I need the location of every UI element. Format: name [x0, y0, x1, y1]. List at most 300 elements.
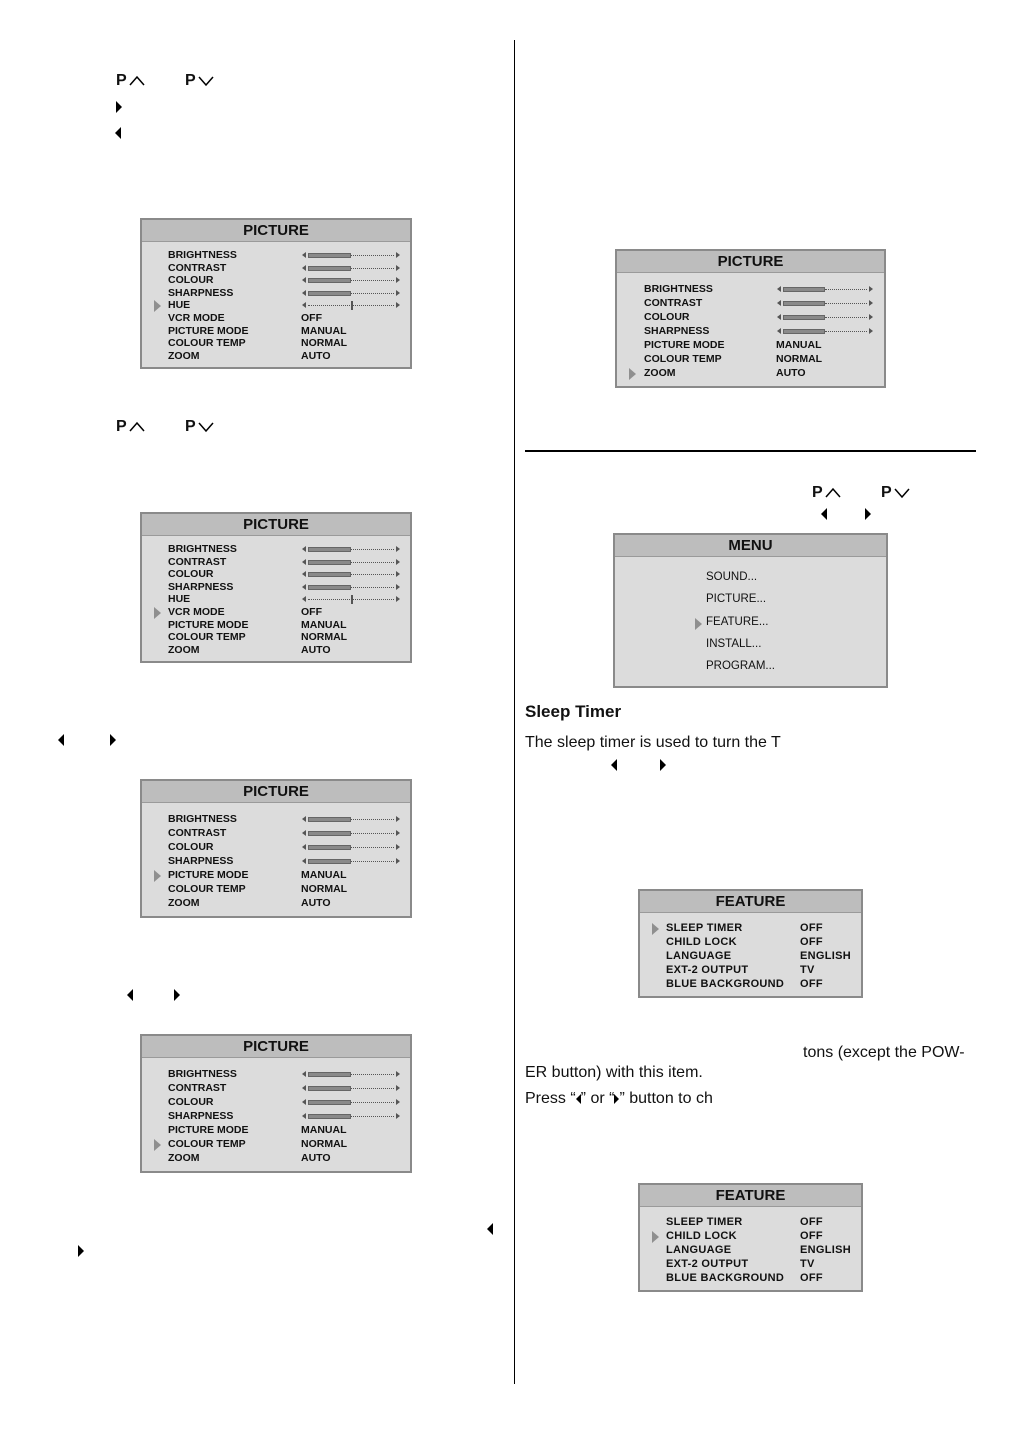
sleep-timer-text: The sleep timer is used to turn the T [525, 734, 781, 751]
slider-track [351, 833, 394, 834]
picture-menu-label: SHARPNESS [168, 1110, 234, 1122]
feature-menu-row [640, 922, 861, 936]
feature-menu-row [640, 936, 861, 950]
slider-track [351, 587, 394, 588]
level-slider [302, 289, 400, 298]
slider-right-arrow-icon [396, 571, 400, 577]
slider-right-arrow-icon [396, 559, 400, 565]
picture-menu-row [142, 869, 410, 882]
picture-menu-picture-mode [140, 779, 412, 918]
chevron-up-icon [129, 421, 145, 433]
slider-track [351, 549, 394, 550]
feature-menu-value: OFF [800, 978, 823, 990]
slider-left-arrow-icon [302, 816, 306, 822]
selection-pointer-icon [154, 1139, 161, 1151]
feature-menu-value: OFF [800, 1216, 823, 1228]
slider-track [351, 268, 394, 269]
level-slider [302, 264, 400, 273]
slider-track [351, 1116, 394, 1117]
picture-menu-row [142, 1152, 410, 1165]
slider-fill [308, 817, 351, 822]
picture-menu-value: OFF [301, 312, 322, 324]
child-lock-text-1: tons (except the POW- [803, 1044, 965, 1061]
feature-menu-label: BLUE BACKGROUND [666, 978, 785, 990]
slider-right-arrow-icon [396, 830, 400, 836]
slider-fill [783, 315, 825, 320]
right-arrow-icon [660, 759, 666, 771]
slider-left-arrow-icon [777, 328, 781, 334]
left-arrow-icon [115, 127, 121, 139]
feature-menu-row [640, 950, 861, 964]
picture-menu-row [142, 581, 410, 594]
level-slider [302, 301, 400, 310]
feature-menu-row [640, 1230, 861, 1244]
child-lock-text-3 [525, 1090, 713, 1108]
slider-fill [308, 253, 351, 258]
picture-menu-label: PICTURE MODE [168, 1124, 249, 1136]
slider-right-arrow-icon [396, 1071, 400, 1077]
main-menu-item: INSTALL... [706, 637, 762, 650]
right-arrow-icon [78, 1245, 84, 1257]
left-arrow-icon [58, 734, 64, 746]
picture-menu-value: NORMAL [301, 1138, 348, 1150]
level-slider [777, 285, 873, 294]
slider-track [825, 317, 867, 318]
picture-menu-label: ZOOM [644, 367, 676, 379]
slider-right-arrow-icon [869, 314, 873, 320]
slider-fill [308, 1072, 351, 1077]
slider-right-arrow-icon [396, 265, 400, 271]
picture-menu-row [142, 619, 410, 632]
slider-left-arrow-icon [302, 546, 306, 552]
p-down-label: P [185, 418, 196, 435]
picture-menu-label: ZOOM [168, 643, 200, 656]
p-up-key [812, 485, 841, 501]
slider-track [351, 1074, 394, 1075]
feature-menu-label: CHILD LOCK [666, 1230, 737, 1242]
main-menu-item: PICTURE... [706, 593, 767, 606]
slider-right-arrow-icon [396, 584, 400, 590]
slider-right-arrow-icon [396, 1099, 400, 1105]
slider-track [351, 255, 394, 256]
slider-track [351, 861, 394, 862]
picture-menu-label: BRIGHTNESS [168, 543, 237, 555]
slider-track [351, 847, 394, 848]
level-slider [302, 857, 400, 866]
right-arrow-icon [110, 734, 116, 746]
picture-menu-label: PICTURE MODE [644, 339, 725, 351]
feature-menu-label: EXT-2 OUTPUT [666, 1258, 749, 1270]
picture-menu-row [142, 287, 410, 300]
slider-fill [308, 1114, 351, 1119]
picture-menu-label: CONTRAST [168, 261, 227, 274]
picture-menu-label: CONTRAST [168, 827, 227, 839]
slider-left-arrow-icon [302, 559, 306, 565]
slider-left-arrow-icon [302, 302, 306, 308]
slider-left-arrow-icon [302, 290, 306, 296]
slider-fill [308, 831, 351, 836]
slider-left-arrow-icon [302, 252, 306, 258]
p-up-label: P [116, 418, 127, 435]
picture-menu-row [142, 855, 410, 868]
feature-menu-label: BLUE BACKGROUND [666, 1272, 785, 1284]
slider-track [825, 331, 867, 332]
slider-fill [308, 266, 351, 271]
p-up-key [116, 419, 145, 435]
picture-menu-value: OFF [301, 606, 322, 618]
picture-menu-row [142, 644, 410, 657]
button-to-text: ” button to ch [619, 1090, 713, 1107]
level-slider [302, 1070, 400, 1079]
picture-menu-title: PICTURE [142, 514, 410, 536]
p-down-label: P [185, 72, 196, 89]
picture-menu-label: COLOUR [644, 311, 690, 323]
picture-menu-label: SHARPNESS [168, 855, 234, 867]
picture-menu-value: MANUAL [776, 339, 822, 351]
chevron-down-icon [894, 487, 910, 499]
slider-right-arrow-icon [396, 858, 400, 864]
level-slider [302, 815, 400, 824]
slider-track [351, 574, 394, 575]
level-slider [302, 1112, 400, 1121]
picture-menu-label: COLOUR TEMP [168, 631, 246, 644]
picture-menu-row [617, 367, 884, 380]
level-slider [777, 299, 873, 308]
p-up-label: P [116, 72, 127, 89]
slider-left-arrow-icon [302, 830, 306, 836]
slider-track [825, 289, 867, 290]
level-slider [302, 583, 400, 592]
child-lock-text-2: ER button) with this item. [525, 1064, 703, 1081]
picture-menu-value: NORMAL [301, 337, 348, 350]
picture-menu-row [617, 283, 884, 296]
right-arrow-icon [865, 508, 871, 520]
slider-right-arrow-icon [869, 286, 873, 292]
picture-menu-row [142, 1138, 410, 1151]
main-menu-item: SOUND... [706, 571, 758, 583]
slider-right-arrow-icon [396, 302, 400, 308]
picture-menu-label: BRIGHTNESS [168, 1068, 237, 1080]
picture-menu-value: MANUAL [301, 618, 347, 631]
selection-pointer-icon [154, 300, 161, 312]
chevron-down-icon [198, 421, 214, 433]
picture-menu-label: COLOUR [168, 1096, 214, 1108]
left-arrow-icon [487, 1223, 493, 1235]
feature-menu-label: LANGUAGE [666, 950, 732, 962]
slider-left-arrow-icon [302, 571, 306, 577]
slider-left-arrow-icon [302, 1071, 306, 1077]
slider-right-arrow-icon [396, 596, 400, 602]
slider-left-arrow-icon [302, 1113, 306, 1119]
slider-left-arrow-icon [777, 300, 781, 306]
picture-menu-row [617, 339, 884, 352]
level-slider [302, 1084, 400, 1093]
level-slider [302, 276, 400, 285]
picture-menu-row [142, 350, 410, 363]
level-slider [302, 545, 400, 554]
selection-pointer-icon [652, 1231, 659, 1243]
main-menu-title: MENU [615, 535, 886, 557]
picture-menu-value: AUTO [301, 349, 331, 362]
feature-menu-sleep-timer [638, 889, 863, 998]
slider-fill [308, 278, 351, 283]
picture-menu-vcr-mode [140, 512, 412, 663]
picture-menu-hue [140, 218, 412, 369]
slider-left-arrow-icon [302, 596, 306, 602]
slider-track [351, 1088, 394, 1089]
slider-left-arrow-icon [777, 314, 781, 320]
picture-menu-label: CONTRAST [168, 1082, 227, 1094]
level-slider [302, 251, 400, 260]
slider-left-arrow-icon [302, 584, 306, 590]
picture-menu-zoom [615, 249, 886, 388]
picture-menu-label: BRIGHTNESS [644, 283, 713, 295]
feature-menu-row [640, 964, 861, 978]
picture-menu-row [142, 827, 410, 840]
selection-pointer-icon [629, 368, 636, 380]
slider-fill [783, 287, 825, 292]
slider-right-arrow-icon [869, 328, 873, 334]
section-rule [525, 450, 976, 452]
press-text: Press “ [525, 1090, 576, 1107]
slider-track [351, 293, 394, 294]
picture-menu-row [142, 813, 410, 826]
picture-menu-row [142, 543, 410, 556]
level-slider [302, 570, 400, 579]
slider-fill [308, 1100, 351, 1105]
selection-pointer-icon [695, 618, 702, 630]
selection-pointer-icon [154, 607, 161, 619]
picture-menu-label: COLOUR TEMP [168, 1138, 246, 1150]
p-down-key [185, 419, 214, 435]
picture-menu-label: COLOUR [168, 274, 214, 287]
picture-menu-label: COLOUR [168, 568, 214, 581]
slider-fill [308, 547, 351, 552]
slider-fill [308, 572, 351, 577]
slider-fill [783, 301, 825, 306]
slider-left-arrow-icon [302, 844, 306, 850]
feature-menu-value: OFF [800, 1230, 823, 1242]
level-slider [302, 829, 400, 838]
picture-menu-label: HUE [168, 299, 191, 312]
slider-right-arrow-icon [396, 277, 400, 283]
picture-menu-label: ZOOM [168, 897, 200, 909]
slider-knob [351, 595, 353, 604]
picture-menu-row [142, 1110, 410, 1123]
picture-menu-value: MANUAL [301, 869, 347, 881]
picture-menu-label: ZOOM [168, 1152, 200, 1164]
slider-track [351, 562, 394, 563]
slider-right-arrow-icon [396, 546, 400, 552]
feature-menu-label: EXT-2 OUTPUT [666, 964, 749, 976]
or-text: ” or “ [580, 1090, 615, 1107]
column-divider [514, 40, 515, 1384]
picture-menu-row [142, 1124, 410, 1137]
feature-menu-label: SLEEP TIMER [666, 922, 743, 934]
slider-fill [308, 859, 351, 864]
level-slider [777, 327, 873, 336]
slider-right-arrow-icon [869, 300, 873, 306]
picture-menu-colour-temp [140, 1034, 412, 1173]
picture-menu-row [142, 841, 410, 854]
feature-menu-value: ENGLISH [800, 950, 851, 962]
level-slider [302, 595, 400, 604]
feature-menu-child-lock [638, 1183, 863, 1292]
p-up-key [116, 73, 145, 89]
picture-menu-label: COLOUR [168, 841, 214, 853]
slider-left-arrow-icon [302, 265, 306, 271]
feature-menu-value: ENGLISH [800, 1244, 851, 1256]
picture-menu-label: COLOUR TEMP [168, 337, 246, 350]
feature-menu-label: LANGUAGE [666, 1244, 732, 1256]
picture-menu-label: SHARPNESS [168, 286, 234, 299]
picture-menu-row [142, 1068, 410, 1081]
picture-menu-row [617, 297, 884, 310]
picture-menu-label: BRIGHTNESS [168, 249, 237, 261]
slider-left-arrow-icon [777, 286, 781, 292]
chevron-up-icon [825, 487, 841, 499]
chevron-down-icon [198, 75, 214, 87]
picture-menu-row [142, 897, 410, 910]
right-arrow-icon [174, 989, 180, 1001]
slider-left-arrow-icon [302, 277, 306, 283]
main-menu-item: FEATURE... [706, 615, 769, 628]
picture-menu-row [142, 606, 410, 619]
picture-menu-title: PICTURE [142, 1036, 410, 1058]
slider-left-arrow-icon [302, 858, 306, 864]
feature-menu-row [640, 1272, 861, 1286]
picture-menu-row [142, 568, 410, 581]
picture-menu-row [142, 1096, 410, 1109]
slider-right-arrow-icon [396, 290, 400, 296]
picture-menu-row [142, 262, 410, 275]
main-menu-item: PROGRAM... [706, 660, 776, 673]
main-menu [613, 533, 888, 688]
picture-menu-row [142, 631, 410, 644]
picture-menu-value: AUTO [776, 367, 806, 379]
level-slider [777, 313, 873, 322]
feature-menu-value: TV [800, 1258, 815, 1270]
slider-fill [308, 291, 351, 296]
picture-menu-value: AUTO [301, 643, 331, 656]
slider-knob [351, 301, 353, 310]
picture-menu-label: ZOOM [168, 349, 200, 362]
p-down-label: P [881, 484, 892, 501]
feature-menu-value: OFF [800, 936, 823, 948]
picture-menu-label: HUE [168, 593, 191, 606]
feature-menu-row [640, 1258, 861, 1272]
slider-track [351, 819, 394, 820]
picture-menu-row [142, 274, 410, 287]
p-down-key [881, 485, 910, 501]
feature-menu-value: TV [800, 964, 815, 976]
picture-menu-label: PICTURE MODE [168, 869, 249, 881]
picture-menu-value: NORMAL [301, 883, 348, 895]
level-slider [302, 843, 400, 852]
picture-menu-label: COLOUR TEMP [168, 883, 246, 895]
picture-menu-row [142, 249, 410, 262]
picture-menu-label: SHARPNESS [644, 325, 710, 337]
left-arrow-icon [127, 989, 133, 1001]
picture-menu-value: NORMAL [301, 631, 348, 644]
slider-right-arrow-icon [396, 844, 400, 850]
slider-fill [308, 1086, 351, 1091]
sleep-timer-heading: Sleep Timer [525, 702, 622, 721]
slider-right-arrow-icon [396, 1085, 400, 1091]
picture-menu-row [142, 1082, 410, 1095]
picture-menu-row [142, 556, 410, 569]
picture-menu-label: PICTURE MODE [168, 324, 249, 337]
feature-menu-title: FEATURE [640, 1185, 861, 1207]
slider-left-arrow-icon [302, 1085, 306, 1091]
selection-pointer-icon [652, 923, 659, 935]
selection-pointer-icon [154, 870, 161, 882]
slider-track [825, 303, 867, 304]
slider-fill [308, 585, 351, 590]
feature-menu-label: SLEEP TIMER [666, 1216, 743, 1228]
left-arrow-icon [821, 508, 827, 520]
slider-left-arrow-icon [302, 1099, 306, 1105]
picture-menu-row [142, 883, 410, 896]
picture-menu-value: AUTO [301, 1152, 331, 1164]
picture-menu-label: PICTURE MODE [168, 618, 249, 631]
picture-menu-row [617, 325, 884, 338]
slider-fill [308, 560, 351, 565]
picture-menu-label: SHARPNESS [168, 580, 234, 593]
left-arrow-icon [611, 759, 617, 771]
p-up-label: P [812, 484, 823, 501]
slider-track [351, 1102, 394, 1103]
picture-menu-value: MANUAL [301, 1124, 347, 1136]
picture-menu-label: CONTRAST [168, 555, 227, 568]
picture-menu-row [617, 311, 884, 324]
feature-menu-row [640, 978, 861, 992]
chevron-up-icon [129, 75, 145, 87]
picture-menu-row [142, 312, 410, 325]
slider-right-arrow-icon [396, 252, 400, 258]
feature-menu-value: OFF [800, 922, 823, 934]
slider-track [351, 280, 394, 281]
picture-menu-row [142, 337, 410, 350]
picture-menu-row [617, 353, 884, 366]
picture-menu-row [142, 299, 410, 312]
picture-menu-title: PICTURE [142, 781, 410, 803]
right-arrow-icon [116, 101, 122, 113]
feature-menu-row [640, 1216, 861, 1230]
picture-menu-label: VCR MODE [168, 312, 225, 324]
slider-right-arrow-icon [396, 816, 400, 822]
picture-menu-label: CONTRAST [644, 297, 703, 309]
p-down-key [185, 73, 214, 89]
feature-menu-row [640, 1244, 861, 1258]
picture-menu-label: BRIGHTNESS [168, 813, 237, 825]
picture-menu-row [142, 325, 410, 338]
feature-menu-value: OFF [800, 1272, 823, 1284]
slider-fill [308, 845, 351, 850]
picture-menu-label: COLOUR TEMP [644, 353, 722, 365]
picture-menu-label: VCR MODE [168, 606, 225, 618]
level-slider [302, 1098, 400, 1107]
picture-menu-value: MANUAL [301, 324, 347, 337]
feature-menu-label: CHILD LOCK [666, 936, 737, 948]
level-slider [302, 558, 400, 567]
picture-menu-value: NORMAL [776, 353, 823, 365]
picture-menu-value: AUTO [301, 897, 331, 909]
slider-fill [783, 329, 825, 334]
picture-menu-title: PICTURE [617, 251, 884, 273]
picture-menu-row [142, 593, 410, 606]
feature-menu-title: FEATURE [640, 891, 861, 913]
